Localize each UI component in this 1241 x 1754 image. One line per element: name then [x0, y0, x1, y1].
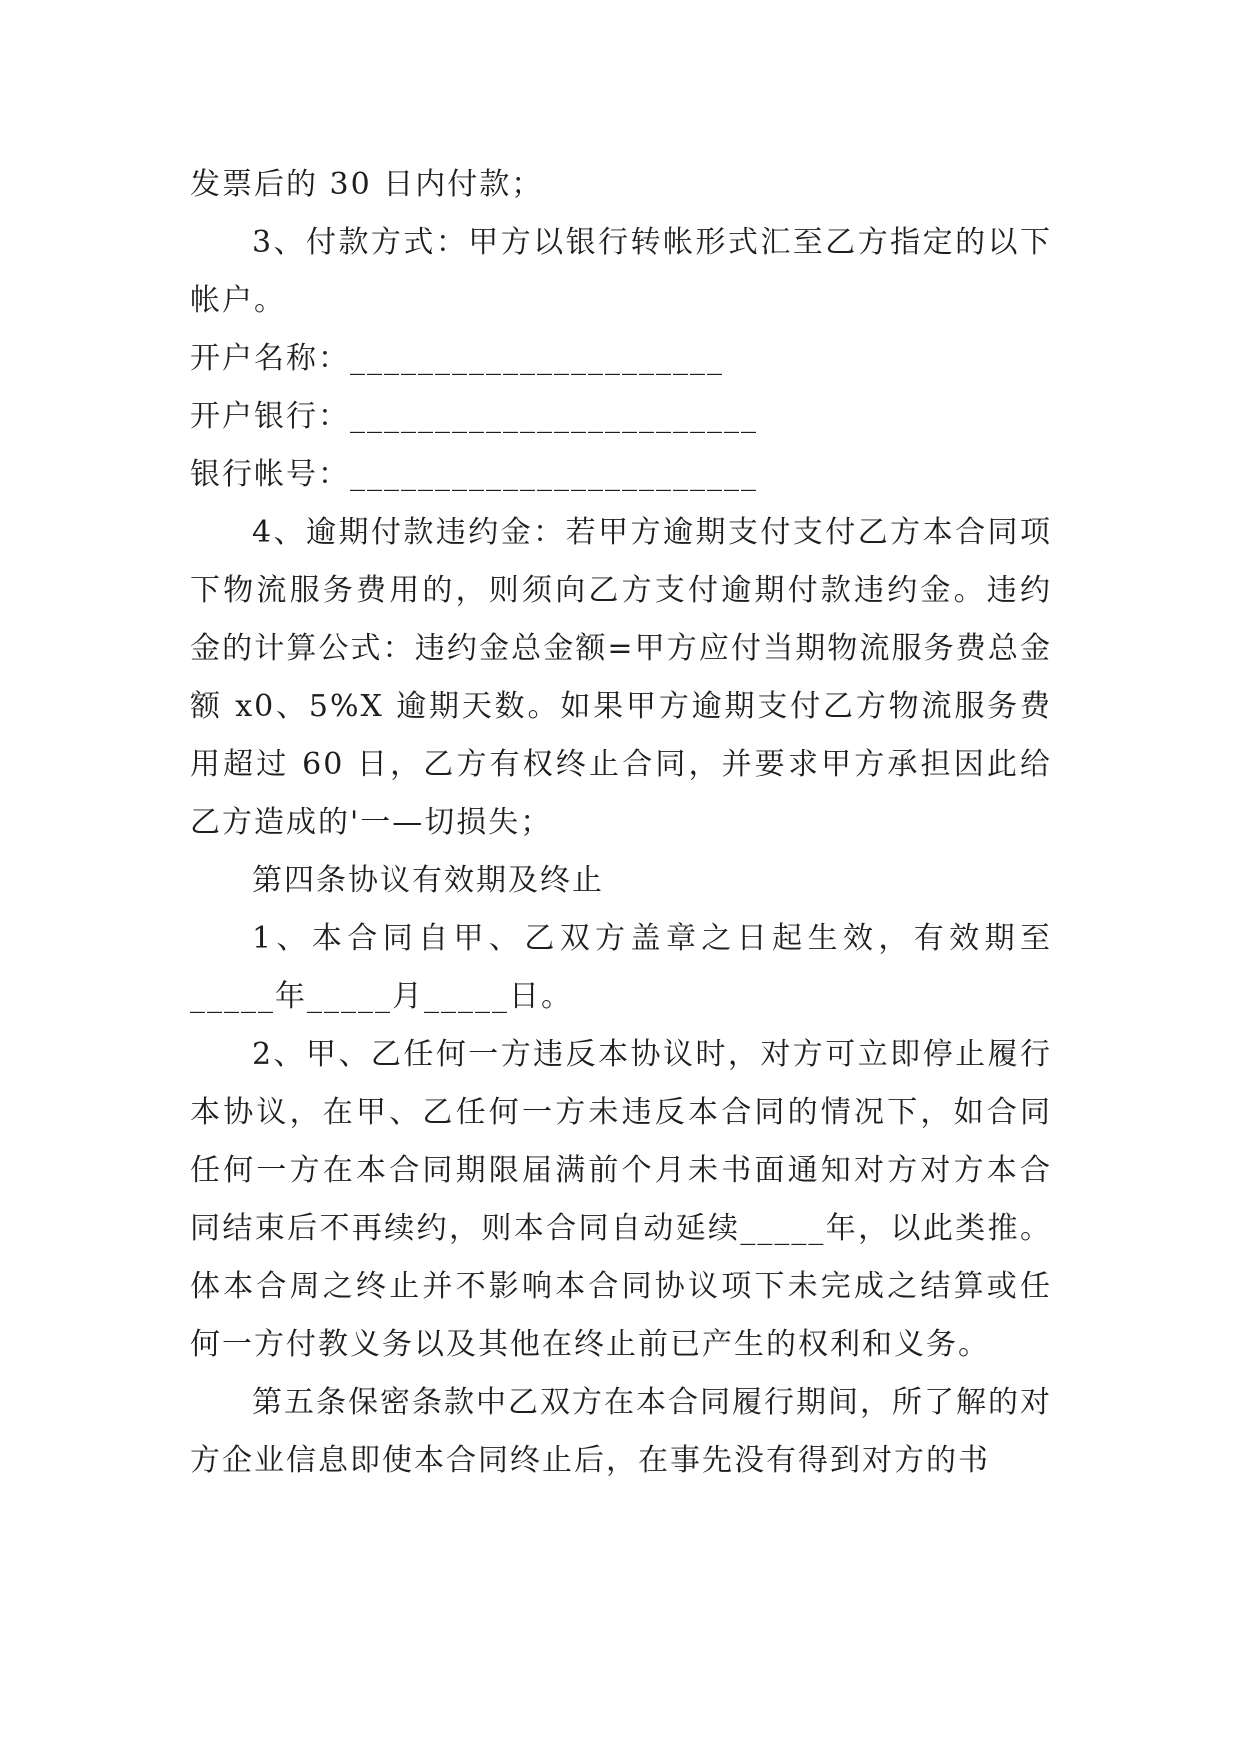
paragraph-validity: 1、本合同自甲、乙双方盖章之日起生效，有效期至_____年_____月_____日。 [190, 921, 1052, 1014]
field-bank-name: 开户银行：________________________ [190, 399, 758, 434]
paragraph-late-penalty: 4、逾期付款违约金：若甲方逾期支付支付乙方本合同项下物流服务费用的，则须向乙方支付逾期付款违约金。违约金的计算公式：违约金总金额=甲方应付当期物流服务费总金额 x0、5%X 逾期天数。如果甲方逾期支付乙方物流服务费用超过 60 日，乙方有权终止合同，并要求甲方承担因此给乙方造成的'一—切损失； [190, 515, 1052, 840]
paragraph-payment-term: 发票后的 30 日内付款； [190, 167, 544, 202]
paragraph-termination: 2、甲、乙任何一方违反本协议时，对方可立即停止履行本协议，在甲、乙任何一方未违反本合同的情况下，如合同任何一方在本合同期限届满前个月未书面通知对方对方本合同结束后不再续约，则本合同自动延续_____年，以此类推。体本合周之终止并不影响本合同协议项下未完成之结算或任何一方付教义务以及其他在终止前已产生的权利和义务。 [190, 1037, 1052, 1362]
paragraph-payment-method: 3、付款方式：甲方以银行转帐形式汇至乙方指定的以下帐户。 [190, 225, 1052, 318]
paragraph-confidentiality: 第五条保密条款中乙双方在本合同履行期间，所了解的对方企业信息即使本合同终止后，在事先没有得到对方的书 [190, 1385, 1052, 1478]
heading-article-4: 第四条协议有效期及终止 [252, 863, 604, 898]
field-account-name: 开户名称：______________________ [190, 341, 724, 376]
document-body [190, 156, 1052, 1490]
field-account-number: 银行帐号：________________________ [190, 457, 758, 492]
